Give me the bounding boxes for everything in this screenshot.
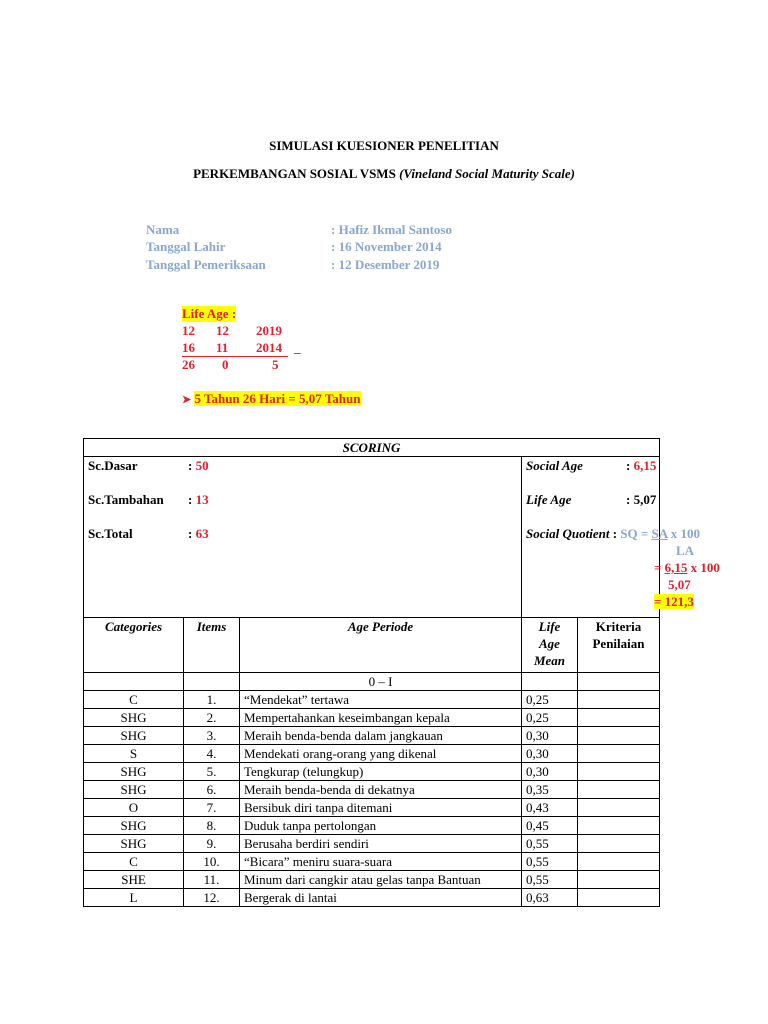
table-row [84,799,660,817]
row-kriteria[interactable] [578,709,660,727]
social-age [526,457,655,474]
scoring-summary-row [84,457,660,618]
identity-examdate-label: Tanggal Pemeriksaan [146,257,266,272]
calc-row3-year: 5 [272,357,279,372]
period-row [84,673,660,691]
scoring-right-cell [522,457,720,618]
row-mean: 0,55 [522,835,578,853]
row-mean: 0,55 [522,871,578,889]
col-kriteria-2: Penilaian [592,636,645,651]
row-category: O [84,799,184,817]
row-description: Bergerak di lantai [240,889,522,907]
identity-name-label: Nama [146,222,180,237]
column-header-row [84,618,660,673]
subtitle-main: PERKEMBANGAN SOSIAL VSMS [193,166,400,181]
document-subtitle [0,166,768,182]
period-label: 0 – I [240,673,522,691]
row-kriteria[interactable] [578,727,660,745]
row-category: SHG [84,709,184,727]
row-mean: 0,45 [522,817,578,835]
sq-formula-suffix: x 100 [667,526,700,541]
sq-calc [526,559,720,576]
sc-dasar-label: Sc.Dasar [88,458,138,473]
row-kriteria[interactable] [578,745,660,763]
sc-total-label: Sc.Total [88,526,133,541]
sq-calc-num: 6,15 [664,560,688,575]
sq-calc-prefix: = [654,560,665,575]
row-description: Bersibuk diri tanpa ditemani [240,799,522,817]
row-description: Mempertahankan keseimbangan kepala [240,709,522,727]
row-kriteria[interactable] [578,871,660,889]
row-kriteria[interactable] [578,799,660,817]
sq-calc-suffix: x 100 [687,560,720,575]
row-category: S [84,745,184,763]
row-category: SHE [84,871,184,889]
calc-row2-year: 2014 [256,340,282,355]
row-category: SHG [84,763,184,781]
table-row [84,709,660,727]
table-row [84,889,660,907]
life-age-colon: : 5,07 [626,492,657,507]
row-number: 10. [184,853,240,871]
scoring-left-cell [84,457,522,618]
sc-dasar [88,457,517,474]
sq-result: = 121,3 [654,594,694,609]
row-category: L [84,889,184,907]
calc-row3-month: 0 [222,357,229,372]
subtitle-italic: (Vineland Social Maturity Scale) [399,166,575,181]
calc-row3-day: 26 [182,357,195,372]
row-kriteria[interactable] [578,781,660,799]
calc-minus-sign: _ [294,340,301,355]
scoring-header-row [84,439,660,457]
sc-dasar-colon: : 50 [188,458,209,473]
table-row [84,763,660,781]
identity-birthdate-label: Tanggal Lahir [146,239,226,254]
row-mean: 0,30 [522,763,578,781]
row-description: Meraih benda-benda dalam jangkauan [240,727,522,745]
row-category: SHG [84,817,184,835]
row-number: 11. [184,871,240,889]
sc-tambahan-label: Sc.Tambahan [88,492,164,507]
row-number: 7. [184,799,240,817]
row-number: 6. [184,781,240,799]
table-row [84,817,660,835]
table-row [84,781,660,799]
row-number: 8. [184,817,240,835]
row-mean: 0,30 [522,745,578,763]
arrow-bullet-icon: ➤ [182,394,192,406]
row-mean: 0,25 [522,691,578,709]
calc-row2-day: 16 [182,340,195,355]
row-mean: 0,55 [522,853,578,871]
row-number: 3. [184,727,240,745]
social-age-label: Social Age [526,458,583,473]
sc-dasar-value: 50 [195,458,209,473]
col-kriteria-1: Kriteria [595,619,642,634]
row-category: C [84,691,184,709]
period-cat-empty [84,673,184,691]
document-title: SIMULASI KUESIONER PENELITIAN [269,138,499,153]
col-items: Items [184,618,240,673]
row-mean: 0,35 [522,781,578,799]
row-mean: 0,30 [522,727,578,745]
row-description: “Mendekat” tertawa [240,691,522,709]
sq-formula-sa: SA [651,526,668,541]
row-category: SHG [84,835,184,853]
calc-row1-month: 12 [216,323,229,338]
row-description: Mendekati orang-orang yang dikenal [240,745,522,763]
col-life-age-mean-3: Mean [533,653,566,668]
row-description: “Bicara” meniru suara-suara [240,853,522,871]
sc-total [88,525,517,542]
sc-tambahan [88,491,517,508]
identity-name-value: : Hafiz Ikmal Santoso [331,222,452,237]
row-category: C [84,853,184,871]
sq-formula [620,526,700,541]
row-category: SHG [84,727,184,745]
col-life-age-mean-2: Age [539,636,560,651]
social-age-value: 6,15 [633,458,657,473]
period-mean-empty [522,673,578,691]
col-kriteria [578,618,660,673]
sq-label: Social Quotient [526,526,610,541]
row-mean: 0,25 [522,709,578,727]
sq-formula-la: LA [676,543,695,558]
row-mean: 0,63 [522,889,578,907]
sc-tambahan-value: 13 [195,492,209,507]
social-age-colon: : 6,15 [626,458,657,473]
period-item-empty [184,673,240,691]
table-row [84,853,660,871]
period-kriteria-empty [578,673,660,691]
row-description: Duduk tanpa pertolongan [240,817,522,835]
row-number: 2. [184,709,240,727]
life-age-label: Life Age [526,492,572,507]
col-life-age-mean [522,618,578,673]
sq-calc-den: 5,07 [668,577,691,592]
table-row [84,871,660,889]
row-number: 1. [184,691,240,709]
col-age-periode: Age Periode [240,618,522,673]
sc-tambahan-colon: : 13 [188,492,209,507]
row-mean: 0,43 [522,799,578,817]
table-row [84,691,660,709]
life-age-result-text: 5 Tahun 26 Hari = 5,07 Tahun [194,391,361,406]
sq-result-line [526,593,694,610]
sc-total-colon: : 63 [188,526,209,541]
social-quotient: Social Quotient : SQ = SA x 100 [526,526,700,541]
row-number: 12. [184,889,240,907]
scoring-table [83,438,720,907]
life-age-value: 5,07 [633,492,657,507]
identity-examdate-value: : 12 Desember 2019 [331,257,440,272]
row-kriteria[interactable] [578,691,660,709]
row-kriteria[interactable] [578,835,660,853]
col-categories: Categories [84,618,184,673]
row-category: SHG [84,781,184,799]
row-description: Tengkurap (telungkup) [240,763,522,781]
scoring-header: SCORING [84,439,660,457]
life-age [526,491,655,508]
life-age-result [182,391,361,407]
row-kriteria[interactable] [578,853,660,871]
row-number: 5. [184,763,240,781]
calc-row2-month: 11 [216,340,229,355]
row-description: Berusaha berdiri sendiri [240,835,522,853]
calc-row1-day: 12 [182,323,195,338]
life-age-heading: Life Age : [182,306,237,321]
row-description: Meraih benda-benda di dekatnya [240,781,522,799]
row-number: 4. [184,745,240,763]
row-kriteria[interactable] [578,763,660,781]
row-kriteria[interactable] [578,817,660,835]
table-row [84,835,660,853]
row-number: 9. [184,835,240,853]
sc-total-value: 63 [195,526,209,541]
calc-row1-year: 2019 [256,323,282,338]
row-kriteria[interactable] [578,889,660,907]
row-description: Minum dari cangkir atau gelas tanpa Bantuan [240,871,522,889]
col-life-age-mean-1: Life [538,619,561,634]
sq-formula-prefix: SQ = [620,526,652,541]
table-row [84,727,660,745]
identity-birthdate-value: : 16 November 2014 [331,239,442,254]
table-row [84,745,660,763]
